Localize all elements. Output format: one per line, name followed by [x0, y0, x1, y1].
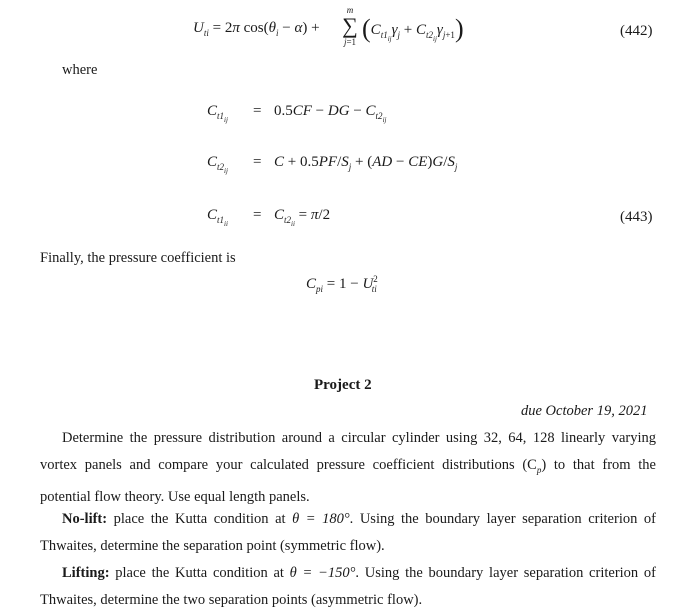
due-date: due October 19, 2021: [521, 403, 648, 419]
equation-cp: $C_{pi} = 1 - U^2_{ti}$: [306, 274, 378, 294]
equation-442: $U_{ti} = 2\pi$ $\cos(\theta_i - \alpha)$ +: [193, 20, 320, 38]
where-text: where: [62, 62, 98, 78]
equals-sign-2: =: [253, 154, 262, 170]
equation-442-bracket: $(C_{t1_{ij}}\gamma_j + C_{t2_{ij}}\gamma_{j+1})$: [362, 14, 464, 43]
project-title: Project 2: [314, 377, 372, 393]
equation-ct1ij: $C_{t1_{ij}}$: [207, 103, 228, 124]
lifting-label: Lifting:: [62, 565, 110, 581]
equation-ct1ii-rhs: $C_{t2_{ii}} = \pi/2$: [274, 207, 331, 228]
finally-text: Finally, the pressure coefficient is: [40, 250, 236, 266]
summation-symbol: m ∑ j=1: [342, 5, 358, 47]
equation-ct2ij-rhs: $C + 0.5PF/S_j + (AD - CE)G/S_j$: [274, 154, 458, 172]
project-paragraph-lifting: Lifting: place the Kutta condition at θ = −150°. Using the boundary layer separation criterion of Thwaites, determine the two separation points (asymmetric flow).: [40, 565, 656, 608]
equals-sign-3: =: [253, 207, 262, 223]
equation-number-443: (443): [620, 209, 653, 225]
equation-ct1ii: $C_{t1_{ii}}$: [207, 207, 228, 228]
equation-number-442: (442): [620, 23, 653, 39]
project-paragraph-1: Determine the pressure distribution around a circular cylinder using 32, 64, 128 linearly varying vortex panels and compare your calculated pressure coefficient distributions $(C_p)$ to that from the potential flow theory. Use equal length panels.: [40, 430, 656, 505]
equation-ct1ij-rhs: 0.5CF − DG − $C_{t2_{ij}}$: [274, 103, 387, 124]
equals-sign-1: =: [253, 103, 262, 119]
equation-ct2ij: $C_{t2_{ij}}$: [207, 154, 228, 175]
project-paragraph-nolift: No-lift: place the Kutta condition at θ = 180°. Using the boundary layer separation criterion of Thwaites, determine the separation point (symmetric flow).: [40, 511, 656, 554]
nolift-label: No-lift:: [62, 511, 108, 527]
